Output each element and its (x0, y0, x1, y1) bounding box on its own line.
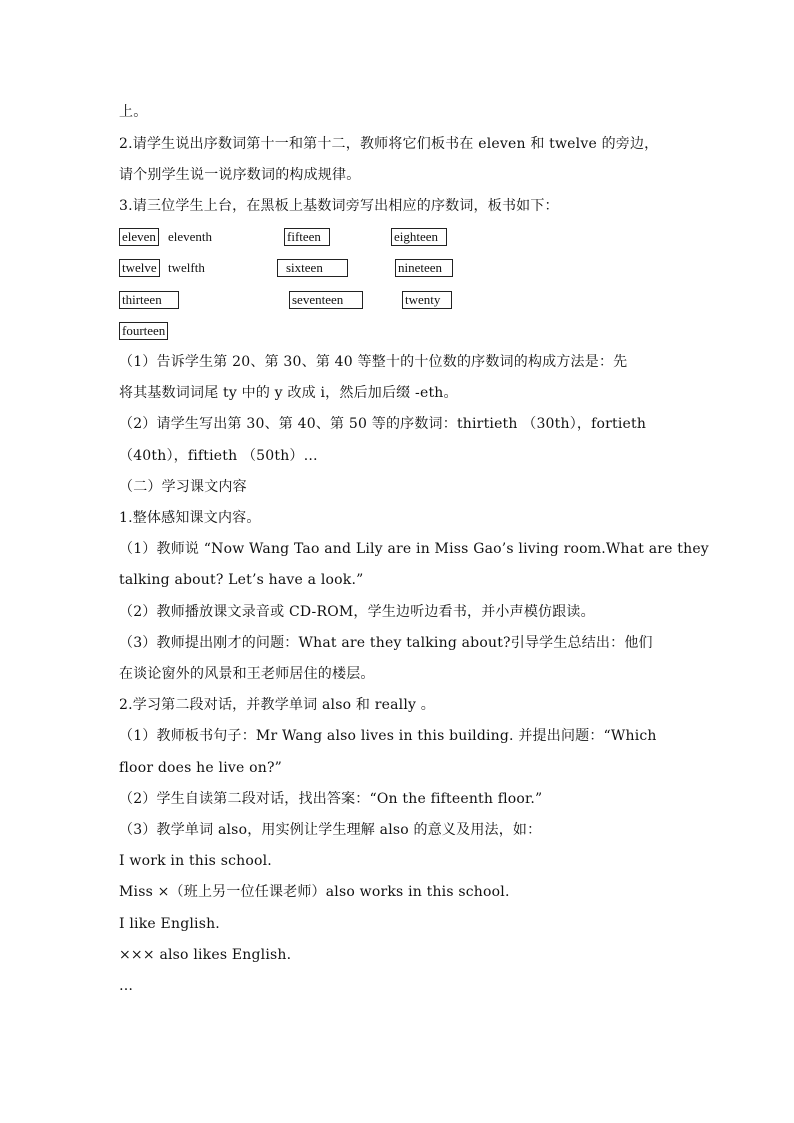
section-heading: （二）学习课文内容 (119, 479, 247, 495)
board-word-nineteen: nineteen (395, 259, 453, 277)
board-word-fourteen: fourteen (119, 322, 168, 340)
example-sentence: Miss ×（班上另一位任课老师）also works in this school. (119, 884, 510, 900)
text-line: （3）教师提出刚才的问题：What are they talking about?引导学生总结出：他们 (119, 635, 653, 651)
text-line: （1）告诉学生第 20、第 30、第 40 等整十的十位数的序数词的构成方法是：先 (119, 354, 628, 370)
board-word-seventeen: seventeen (289, 291, 363, 309)
board-word-fifteen: fifteen (284, 228, 330, 246)
board-word-thirteen: thirteen (119, 291, 179, 309)
text-line: （3）教学单词 also，用实例让学生理解 also 的意义及用法，如： (119, 822, 542, 838)
example-sentence: I like English. (119, 916, 220, 932)
board-word-eleventh: eleventh (168, 229, 213, 244)
text-line: （1）教师说 “Now Wang Tao and Lily are in Miss Gao’s living room.What are they (119, 541, 709, 557)
text-line: （40th），fiftieth （50th）… (119, 448, 318, 464)
board-word-sixteen: sixteen (277, 259, 348, 277)
text-line: 2.请学生说出序数词第十一和第十二，教师将它们板书在 eleven 和 twelve 的旁边， (119, 136, 659, 152)
board-word-eleven: eleven (119, 228, 159, 246)
board-word-twenty: twenty (402, 291, 452, 309)
example-sentence: I work in this school. (119, 853, 272, 869)
text-line: floor does he live on?” (119, 760, 283, 776)
text-line: 1.整体感知课文内容。 (119, 510, 261, 526)
text-line: 2.学习第二段对话，并教学单词 also 和 really 。 (119, 697, 435, 713)
board-word-twelfth: twelfth (168, 260, 205, 275)
board-word-eighteen: eighteen (391, 228, 447, 246)
text-line: （2）教师播放课文录音或 CD-ROM，学生边听边看书，并小声模仿跟读。 (119, 604, 595, 620)
board-word-twelve: twelve (119, 259, 160, 277)
text-line: 请个别学生说一说序数词的构成规律。 (119, 167, 361, 183)
text-line: （2）学生自读第二段对话，找出答案：“On the fifteenth floor.” (119, 791, 543, 807)
text-line: （2）请学生写出第 30、第 40、第 50 等的序数词：thirtieth （30th），fortieth (119, 416, 647, 432)
ellipsis: … (119, 978, 134, 994)
text-line: 在谈论窗外的风景和王老师居住的楼层。 (119, 666, 375, 682)
text-line: talking about? Let’s have a look.” (119, 572, 364, 588)
text-line: 将其基数词词尾 ty 中的 y 改成 i，然后加后缀 -eth。 (119, 385, 458, 401)
example-sentence: ××× also likes English. (119, 947, 292, 963)
text-line: 3.请三位学生上台，在黑板上基数词旁写出相应的序数词，板书如下： (119, 198, 559, 214)
text-line: （1）教师板书句子：Mr Wang also lives in this building. 并提出问题：“Which (119, 728, 657, 744)
text-line: 上。 (119, 104, 148, 120)
